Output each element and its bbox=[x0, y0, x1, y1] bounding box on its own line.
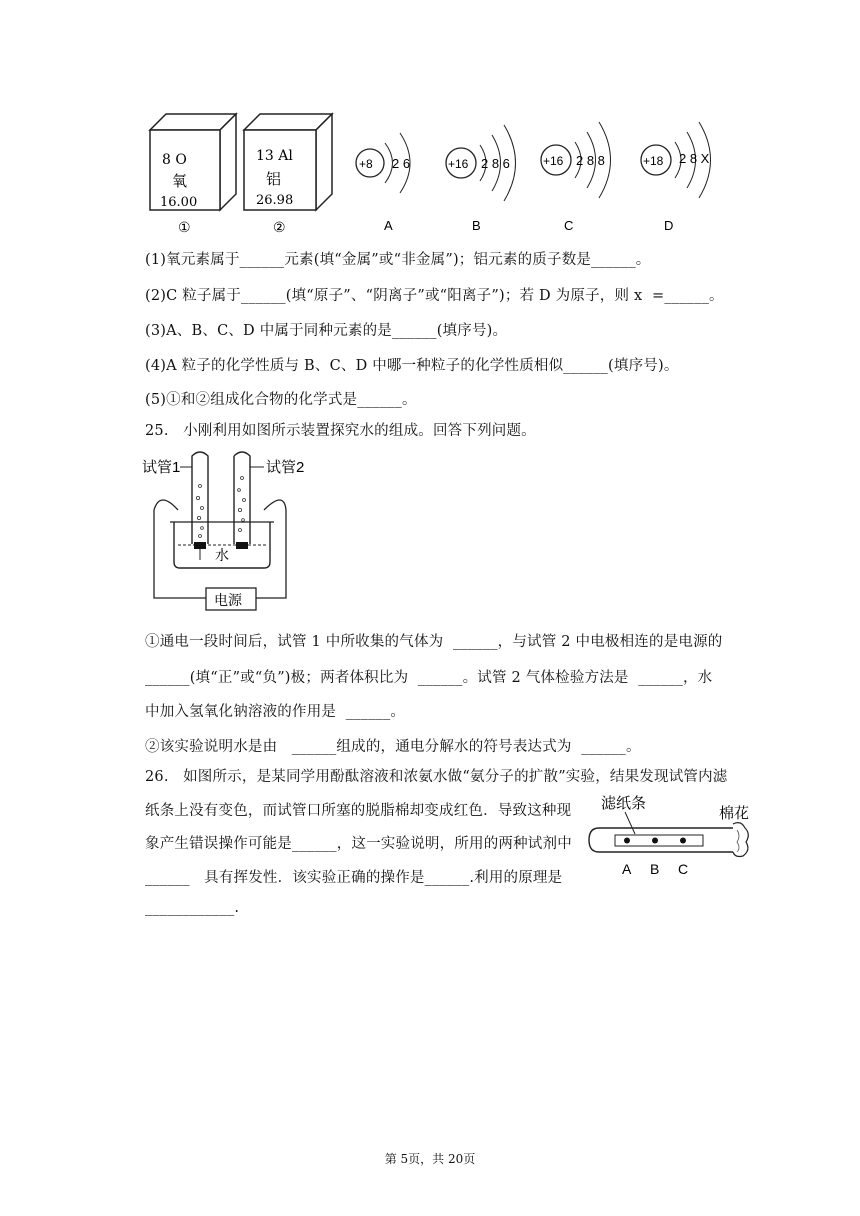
cotton-plug bbox=[733, 823, 748, 857]
particle-d-label: D bbox=[664, 218, 674, 233]
particle-b-shells: 2 8 6 bbox=[481, 156, 510, 171]
q24-line-2: (2)C 粒子属于______(填“原子”、“阴离子”或“阳离子”)；若 D 为原子，则 x =______。 bbox=[145, 288, 724, 304]
particle-b-nucleus: +16 bbox=[448, 157, 469, 171]
particle-c-diagram bbox=[541, 122, 611, 233]
point-b-dot bbox=[652, 838, 658, 844]
cotton-label: 棉花 bbox=[719, 805, 750, 822]
aluminum-element-card bbox=[244, 114, 332, 236]
element-and-particle-figure bbox=[138, 108, 728, 238]
particle-a-diagram bbox=[356, 133, 410, 233]
test-tube-2 bbox=[234, 452, 250, 544]
card1-mass: 16.00 bbox=[160, 195, 198, 210]
page-footer: 第 5页，共 20页 bbox=[384, 1152, 476, 1166]
card2-name: 铝 bbox=[266, 170, 282, 188]
oxygen-element-card bbox=[150, 114, 236, 236]
particle-b-label: B bbox=[472, 218, 481, 233]
water-label: 水 bbox=[215, 547, 229, 563]
card1-name: 氧 bbox=[172, 172, 188, 190]
card1-number-symbol: 8 O bbox=[162, 152, 187, 168]
particle-a-label: A bbox=[384, 218, 393, 233]
tube1-label: 试管1 bbox=[142, 459, 181, 476]
tube2-label: 试管2 bbox=[266, 459, 305, 476]
q25-line-1: ①通电一段时间后，试管 1 中所收集的气体为 ______，与试管 2 中电极相连的是电源的 bbox=[145, 634, 723, 650]
particle-a-shells: 2 6 bbox=[392, 156, 411, 171]
q24-line-4: (4)A 粒子的化学性质与 B、C、D 中哪一种粒子的化学性质相似______(填序号)。 bbox=[145, 358, 679, 374]
q24-line-3: (3)A、B、C、D 中属于同种元素的是______(填序号)。 bbox=[145, 323, 508, 339]
power-source-label: 电源 bbox=[214, 592, 242, 608]
particle-c-nucleus: +16 bbox=[543, 154, 564, 168]
card2-number-symbol: 13 Al bbox=[256, 148, 293, 164]
q26-line-4: ______ 具有挥发性．该实验正确的操作是______.利用的原理是 bbox=[145, 870, 563, 886]
point-c-label: C bbox=[678, 861, 689, 877]
q26-line-2: 纸条上没有变色，而试管口所塞的脱脂棉却变成红色．导致这种现 bbox=[145, 803, 572, 819]
particle-d-shells: 2 8 X bbox=[679, 151, 710, 166]
q26-line-5: ____________. bbox=[145, 900, 240, 916]
card2-mass: 26.98 bbox=[256, 193, 294, 208]
card1-label: ① bbox=[178, 220, 191, 236]
particle-c-label: C bbox=[564, 218, 574, 233]
q25-line-2: ______(填“正”或“负”)极；两者体积比为 ______。试管 2 气体检验方法是 ______，水 bbox=[145, 670, 713, 686]
filter-strip-label: 滤纸条 bbox=[601, 795, 647, 812]
point-b-label: B bbox=[650, 861, 660, 877]
point-a-label: A bbox=[622, 861, 632, 877]
particle-c-shells: 2 8 8 bbox=[576, 153, 605, 168]
point-c-dot bbox=[680, 838, 686, 844]
card2-label: ② bbox=[273, 220, 286, 236]
point-a-dot bbox=[624, 838, 630, 844]
q24-line-5: (5)①和②组成化合物的化学式是______。 bbox=[145, 392, 417, 408]
particle-a-nucleus: +8 bbox=[359, 157, 373, 171]
particle-b-diagram bbox=[446, 125, 516, 233]
q26-line-1: 26. 如图所示，是某同学用酚酞溶液和浓氨水做“氨分子的扩散”实验，结果发现试管内滤 bbox=[145, 769, 728, 785]
q24-line-1: (1)氧元素属于______元素(填“金属”或“非金属”)；铝元素的质子数是______。 bbox=[145, 252, 651, 268]
q25-title: 25. 小刚利用如图所示装置探究水的组成。回答下列问题。 bbox=[145, 423, 536, 439]
electrolysis-apparatus-figure bbox=[140, 450, 305, 615]
particle-d-diagram bbox=[641, 122, 711, 233]
q25-line-3: 中加入氢氧化钠溶液的作用是 ______。 bbox=[145, 704, 406, 720]
particle-d-nucleus: +18 bbox=[643, 154, 664, 168]
q26-line-3: 象产生错误操作可能是______，这一实验说明，所用的两种试剂中 bbox=[145, 836, 572, 852]
diffusion-test-tube-figure bbox=[585, 790, 757, 880]
q25-line-4: ②该实验说明水是由 ______组成的，通电分解水的符号表达式为 ______。 bbox=[145, 739, 641, 755]
